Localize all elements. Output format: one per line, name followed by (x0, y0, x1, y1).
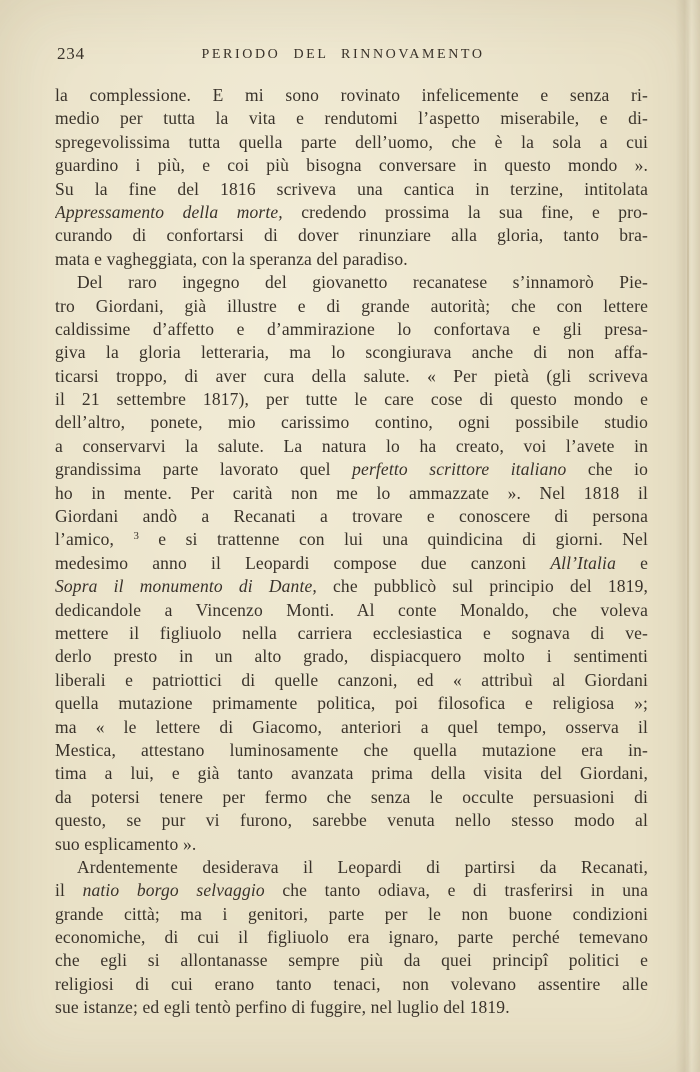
text-segment: che egli si allontanasse sempre più da quei principî politici e (55, 950, 648, 971)
text-segment: Ardentemente desiderava il Leopardi di partirsi da Recanati, (77, 856, 648, 877)
text-line (55, 786, 648, 809)
text-segment: economiche, di cui il figliuolo era ignaro, parte perché temevano (55, 927, 648, 948)
text-segment: ticarsi troppo, di aver cura della salute. « Per pietà (gli scriveva (55, 365, 648, 386)
text-line (55, 879, 648, 902)
text-line (55, 973, 648, 996)
text-block (55, 84, 648, 1020)
text-line (55, 318, 648, 341)
footnote-marker: 3 (133, 530, 139, 543)
text-segment: spregevolissima tutta quella parte dell’uomo, che è la sola a cui (55, 131, 648, 152)
text-segment: tro Giordani, già illustre e di grande autorità; che con lettere (55, 295, 648, 316)
page-edge-crease (687, 0, 689, 1072)
text-line (55, 949, 648, 972)
running-head (55, 44, 648, 66)
text-line (55, 716, 648, 739)
text-segment: medio per tutta la vita e rendutomi l’aspetto miserabile, e di- (55, 108, 648, 129)
paragraph (55, 84, 648, 271)
text-line (55, 458, 648, 481)
text-segment: mata e vagheggiata, con la speranza del paradiso. (55, 248, 408, 269)
text-line (55, 809, 648, 832)
text-line (55, 926, 648, 949)
text-line (55, 903, 648, 926)
text-segment: tima a lui, e già tanto avanzata prima della visita del Giordani, (55, 763, 648, 784)
text-segment: liberali e patriottici di quelle canzoni, ed « attribuì al Giordani (55, 669, 648, 690)
text-segment: giva la gloria letteraria, ma lo scongiurava anche di non affa- (55, 342, 648, 363)
text-segment: religiosi di cui erano tanto tenaci, non volevano assentire alle (55, 973, 648, 994)
text-line (55, 435, 648, 458)
paragraph (55, 271, 648, 856)
text-line (55, 575, 648, 598)
text-segment: grande città; ma i genitori, parte per le non buone condizioni (55, 903, 648, 924)
text-segment: grandissima parte lavorato quel (55, 459, 353, 480)
text-segment: da potersi tenere per fermo che senza le occulte persuasioni di (55, 786, 648, 807)
italic-text: natio borgo selvaggio (82, 880, 265, 901)
text-line (55, 271, 648, 294)
text-segment: ho in mente. Per carità non me lo ammazzate ». Nel 1818 il (55, 482, 648, 503)
text-line (55, 201, 648, 224)
text-line (55, 622, 648, 645)
text-segment: che pubblicò sul principio del 1819, (316, 576, 648, 597)
text-line (55, 341, 648, 364)
text-segment: che io (566, 459, 648, 480)
text-line (55, 131, 648, 154)
text-line (55, 739, 648, 762)
text-line (55, 599, 648, 622)
text-line (55, 154, 648, 177)
text-line (55, 505, 648, 528)
text-segment: Giordani andò a Recanati a trovare e conoscere di persona (55, 506, 648, 527)
text-segment: credendo prossima la sua fine, e pro- (282, 201, 648, 222)
text-segment: il 21 settembre 1817), per tutte le care cose di questo mondo e (55, 389, 648, 410)
text-segment: il (55, 880, 83, 901)
text-segment: ma « le lettere di Giacomo, anteriori a quel tempo, osserva il (55, 716, 648, 737)
text-segment: guardino i più, e coi più bisogna conversare in questo mondo ». (55, 155, 648, 176)
text-segment: suo esplicamento ». (55, 833, 197, 854)
text-line (55, 365, 648, 388)
italic-text: Sopra il monumento di Dante, (55, 576, 317, 597)
text-line (55, 762, 648, 785)
italic-text: perfetto scrittore italiano (352, 459, 567, 480)
text-segment: sue istanze; ed egli tentò perfino di fuggire, nel luglio del 1819. (55, 997, 510, 1018)
text-line (55, 107, 648, 130)
text-segment: medesimo anno il Leopardi compose due canzoni (55, 552, 551, 573)
text-segment: derlo presto in un alto grado, dispiacquero molto i sentimenti (55, 646, 648, 667)
text-segment: quella mutazione primamente politica, poi filosofica e religiosa »; (55, 693, 648, 714)
text-segment: che tanto odiava, e di trasferirsi in una (264, 880, 648, 901)
text-line (55, 84, 648, 107)
text-line (55, 528, 648, 551)
text-line (55, 552, 648, 575)
text-line (55, 692, 648, 715)
text-line (55, 856, 648, 879)
text-segment: e (615, 552, 648, 573)
text-segment: dedicandole a Vincenzo Monti. Al conte Monaldo, che voleva (55, 599, 648, 620)
text-segment: Su la fine del 1816 scriveva una cantica in terzine, intitolata (55, 178, 648, 199)
italic-text: All’Italia (550, 552, 616, 573)
text-line (55, 669, 648, 692)
text-segment: e si trattenne con lui una quindicina di giorni. Nel (138, 529, 648, 550)
text-segment: la complessione. E mi sono rovinato infelicemente e senza ri- (55, 85, 648, 105)
text-segment: curando di confortarsi di dover rinunziare alla gloria, tanto bra- (55, 225, 648, 246)
text-line (55, 295, 648, 318)
page-number: 234 (57, 44, 85, 63)
text-line (55, 996, 648, 1019)
text-line (55, 248, 648, 271)
text-line (55, 411, 648, 434)
paragraph (55, 856, 648, 1020)
italic-text: Appressamento della morte, (55, 201, 283, 222)
text-line (55, 178, 648, 201)
text-line (55, 388, 648, 411)
text-line (55, 482, 648, 505)
text-segment: Del raro ingegno del giovanetto recanatese s’innamorò Pie- (77, 272, 648, 293)
text-line (55, 224, 648, 247)
text-line (55, 645, 648, 668)
running-head-title: PERIODO DEL RINNOVAMENTO (201, 47, 485, 62)
text-segment: l’amico, (55, 529, 134, 550)
text-segment: caldissime d’affetto e d’ammirazione lo confortava e gli presa- (55, 318, 648, 339)
text-segment: mettere il figliuolo nella carriera ecclesiastica e sognava di ve- (55, 622, 648, 643)
text-segment: questo, se pur vi furono, sarebbe venuta nello stesso modo al (55, 810, 648, 831)
text-segment: dell’altro, ponete, mio carissimo contino, ogni possibile studio (55, 412, 648, 433)
text-line (55, 833, 648, 856)
text-segment: Mestica, attestano luminosamente che quella mutazione era in- (55, 739, 648, 760)
text-segment: a conservarvi la salute. La natura lo ha creato, voi l’avete in (55, 435, 648, 456)
